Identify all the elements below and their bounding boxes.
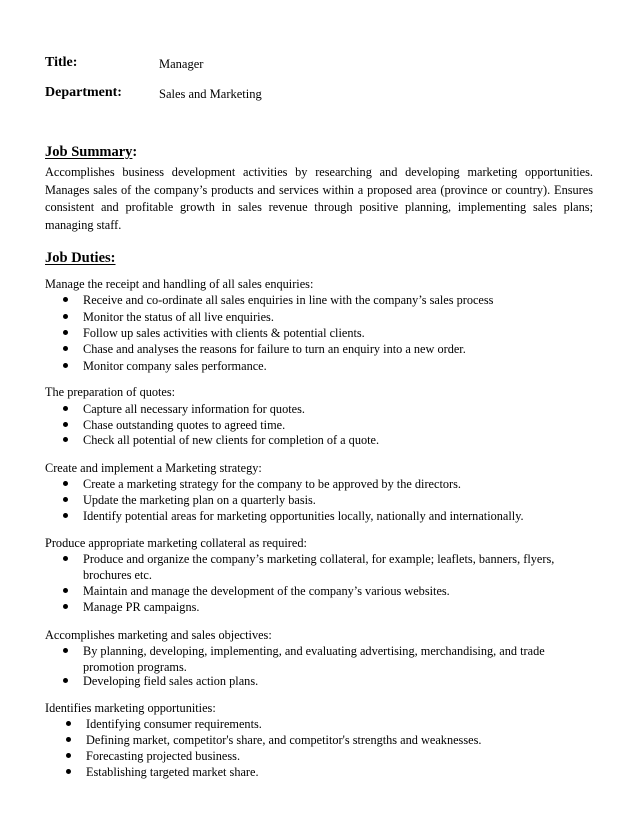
bullet-icon	[63, 513, 68, 518]
list-item-text: Establishing targeted market share.	[86, 765, 259, 779]
bullet-icon	[63, 363, 68, 368]
bullet-icon	[63, 604, 68, 609]
bullet-icon	[63, 330, 68, 335]
list-item-text: Chase outstanding quotes to agreed time.	[83, 418, 286, 432]
section-intro: Identifies marketing opportunities:	[45, 701, 216, 715]
title-value: Manager	[159, 57, 204, 71]
bullet-icon	[66, 769, 71, 774]
list-item-text: Monitor the status of all live enquiries.	[83, 310, 274, 324]
bullet-icon	[63, 437, 68, 442]
job-summary-heading-colon: :	[132, 144, 138, 160]
section-intro: Produce appropriate marketing collateral as required:	[45, 536, 307, 550]
job-summary-heading-text: Job Summary	[45, 144, 133, 160]
department-label: Department:	[45, 85, 122, 100]
list-item-text: Produce and organize the company’s marketing collateral, for example; leaflets, banners, flyers, brochures etc.	[83, 552, 555, 582]
job-summary-text: Accomplishes business development activities by researching and developing marketing opportunities. Manages sales of the company’s products and services within a proposed area (province or country). Ensures consistent and profitable growth in sales revenue through positive planning, implementing sales plans; managing staff.	[45, 165, 593, 232]
bullet-icon	[63, 588, 68, 593]
bullet-icon	[63, 678, 68, 683]
section-intro: Accomplishes marketing and sales objectives:	[45, 628, 272, 642]
list-item-text: Manage PR campaigns.	[83, 600, 200, 614]
job-summary-heading	[45, 143, 137, 161]
list-item-text: Monitor company sales performance.	[83, 359, 267, 373]
list-item-text: Create a marketing strategy for the company to be approved by the directors.	[83, 477, 461, 491]
list-item-text: Update the marketing plan on a quarterly basis.	[83, 493, 316, 507]
bullet-icon	[63, 648, 68, 653]
title-label: Title:	[45, 55, 78, 70]
list-item-text: Capture all necessary information for quotes.	[83, 402, 305, 416]
list-item-text: Maintain and manage the development of the company’s various websites.	[83, 584, 450, 598]
list-item-text: Forecasting projected business.	[86, 749, 241, 763]
list-item-text: Defining market, competitor's share, and competitor's strengths and weaknesses.	[86, 733, 482, 747]
list-item-text: Receive and co-ordinate all sales enquiries in line with the company’s sales process	[83, 293, 494, 307]
bullet-icon	[66, 737, 71, 742]
bullet-icon	[63, 556, 68, 561]
section-intro: The preparation of quotes:	[45, 385, 176, 399]
list-item-text: Developing field sales action plans.	[83, 674, 259, 688]
list-item-text: Identify potential areas for marketing opportunities locally, nationally and internationally.	[83, 509, 524, 523]
bullet-icon	[66, 721, 71, 726]
list-item-text: Check all potential of new clients for completion of a quote.	[83, 433, 380, 447]
list-item-text: Follow up sales activities with clients & potential clients.	[83, 326, 365, 340]
department-value: Sales and Marketing	[159, 87, 262, 101]
bullet-icon	[66, 753, 71, 758]
list-item-text: Identifying consumer requirements.	[86, 717, 262, 731]
section-intro: Manage the receipt and handling of all sales enquiries:	[45, 277, 314, 291]
bullet-icon	[63, 314, 68, 319]
bullet-icon	[63, 297, 68, 302]
bullet-icon	[63, 422, 68, 427]
bullet-icon	[63, 481, 68, 486]
bullet-icon	[63, 346, 68, 351]
bullet-icon	[63, 406, 68, 411]
bullet-icon	[63, 497, 68, 502]
section-intro: Create and implement a Marketing strategy:	[45, 461, 262, 475]
list-item-text: By planning, developing, implementing, and evaluating advertising, merchandising, and trade promotion programs.	[83, 644, 545, 674]
list-item-text: Chase and analyses the reasons for failure to turn an enquiry into a new order.	[83, 342, 466, 356]
job-duties-heading: Job Duties:	[45, 250, 116, 266]
